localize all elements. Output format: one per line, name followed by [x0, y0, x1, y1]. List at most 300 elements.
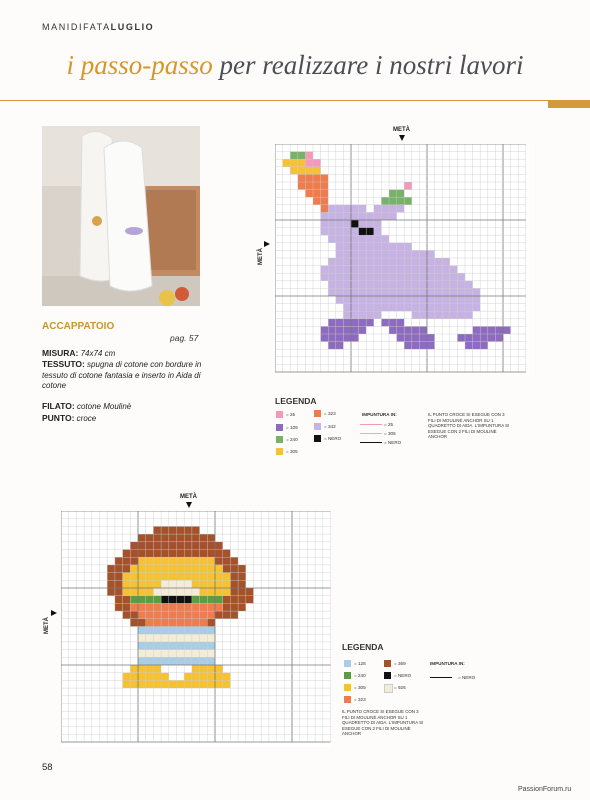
title-rest: per realizzare i nostri lavori — [212, 50, 524, 80]
stitch-cell — [215, 611, 223, 619]
stitch-cell — [146, 619, 154, 627]
stitch-cell — [419, 266, 427, 274]
chart1-meta-top: METÀ — [393, 127, 410, 133]
stitch-cell — [351, 250, 359, 258]
chart2-impuntura-title: IMPUNTURA IN: — [430, 661, 465, 666]
stitch-cell — [457, 334, 465, 342]
stitch-cell — [442, 258, 450, 266]
stitch-cell — [192, 657, 200, 665]
stitch-cell — [107, 580, 115, 588]
stitch-cell — [138, 642, 146, 650]
stitch-cell — [161, 642, 169, 650]
stitch-cell — [169, 634, 177, 642]
stitch-cell — [366, 228, 374, 236]
stitch-cell — [177, 642, 185, 650]
stitch-cell — [153, 550, 161, 558]
stitch-cell — [146, 627, 154, 635]
stitch-cell — [138, 534, 146, 542]
stitch-cell — [130, 603, 138, 611]
stitch-cell — [192, 619, 200, 627]
stitch-cell — [404, 342, 412, 350]
stitch-cell — [336, 288, 344, 296]
stitch-cell — [328, 220, 336, 228]
stitch-cell — [419, 304, 427, 312]
stitch-cell — [169, 611, 177, 619]
stitch-cell — [192, 580, 200, 588]
chart1-meta-top-arrow — [399, 135, 405, 143]
stitch-cell — [138, 665, 146, 673]
stitch-cell — [223, 680, 231, 688]
product-title: ACCAPPATOIO — [42, 321, 115, 332]
stitch-cell — [435, 288, 443, 296]
stitch-cell — [298, 182, 306, 190]
stitch-cell — [153, 673, 161, 681]
stitch-cell — [298, 159, 306, 167]
stitch-cell — [230, 565, 238, 573]
stitch-cell — [351, 273, 359, 281]
stitch-cell — [366, 266, 374, 274]
stitch-cell — [313, 182, 321, 190]
stitch-cell — [374, 311, 382, 319]
chart2-legend-code: = 305 — [354, 685, 366, 690]
stitch-cell — [138, 557, 146, 565]
stitch-cell — [161, 580, 169, 588]
chart2-legend-swatch — [344, 696, 351, 703]
stitch-cell — [161, 619, 169, 627]
stitch-cell — [200, 565, 208, 573]
stitch-cell — [450, 304, 458, 312]
stitch-cell — [107, 573, 115, 581]
stitch-cell — [381, 304, 389, 312]
stitch-cell — [313, 197, 321, 205]
stitch-cell — [177, 588, 185, 596]
stitch-cell — [351, 258, 359, 266]
stitch-cell — [200, 650, 208, 658]
stitch-cell — [336, 228, 344, 236]
stitch-cell — [192, 526, 200, 534]
stitch-cell — [389, 273, 397, 281]
stitch-cell — [290, 159, 298, 167]
stitch-cell — [321, 266, 329, 274]
stitch-cell — [161, 611, 169, 619]
stitch-cell — [495, 334, 503, 342]
stitch-cell — [223, 557, 231, 565]
stitch-cell — [343, 266, 351, 274]
punto-label: PUNTO: — [42, 413, 75, 423]
chart2-impuntura-line — [430, 677, 452, 678]
stitch-cell — [184, 588, 192, 596]
stitch-cell — [336, 266, 344, 274]
stitch-cell — [435, 304, 443, 312]
stitch-cell — [123, 596, 131, 604]
stitch-cell — [298, 174, 306, 182]
stitch-cell — [442, 304, 450, 312]
stitch-cell — [207, 665, 215, 673]
stitch-cell — [427, 273, 435, 281]
stitch-cell — [419, 342, 427, 350]
stitch-cell — [130, 665, 138, 673]
stitch-cell — [207, 557, 215, 565]
stitch-cell — [115, 557, 123, 565]
stitch-cell — [404, 266, 412, 274]
chart2-legend-code: = 369 — [394, 661, 406, 666]
stitch-cell — [207, 603, 215, 611]
stitch-cell — [336, 342, 344, 350]
stitch-cell — [374, 288, 382, 296]
stitch-cell — [161, 634, 169, 642]
stitch-cell — [207, 634, 215, 642]
stitch-cell — [169, 650, 177, 658]
stitch-cell — [351, 319, 359, 327]
stitch-cell — [146, 596, 154, 604]
stitch-cell — [192, 573, 200, 581]
stitch-cell — [138, 588, 146, 596]
stitch-cell — [336, 205, 344, 213]
stitch-cell — [230, 557, 238, 565]
stitch-cell — [177, 534, 185, 542]
stitch-cell — [169, 573, 177, 581]
stitch-cell — [290, 167, 298, 175]
stitch-cell — [153, 665, 161, 673]
stitch-cell — [412, 342, 420, 350]
stitch-cell — [184, 542, 192, 550]
stitch-cell — [146, 634, 154, 642]
stitch-cell — [146, 542, 154, 550]
stitch-cell — [427, 258, 435, 266]
stitch-cell — [397, 243, 405, 251]
stitch-cell — [427, 296, 435, 304]
stitch-cell — [230, 580, 238, 588]
stitch-cell — [169, 565, 177, 573]
stitch-cell — [419, 288, 427, 296]
stitch-cell — [123, 680, 131, 688]
stitch-cell — [412, 296, 420, 304]
chart2-legend-swatch — [344, 672, 351, 679]
stitch-cell — [200, 550, 208, 558]
stitch-cell — [161, 588, 169, 596]
stitch-cell — [351, 334, 359, 342]
stitch-cell — [328, 288, 336, 296]
stitch-cell — [321, 174, 329, 182]
stitch-cell — [366, 304, 374, 312]
stitch-cell — [130, 680, 138, 688]
chart1-pattern — [275, 144, 529, 374]
stitch-cell — [343, 281, 351, 289]
stitch-cell — [473, 304, 481, 312]
stitch-cell — [200, 673, 208, 681]
stitch-cell — [412, 281, 420, 289]
chart1-legend-swatch — [276, 448, 283, 455]
stitch-cell — [419, 334, 427, 342]
stitch-cell — [215, 673, 223, 681]
stitch-cell — [153, 588, 161, 596]
stitch-cell — [298, 152, 306, 160]
stitch-cell — [374, 212, 382, 220]
stitch-cell — [177, 557, 185, 565]
stitch-cell — [381, 319, 389, 327]
stitch-cell — [305, 174, 313, 182]
stitch-cell — [473, 296, 481, 304]
stitch-cell — [412, 258, 420, 266]
stitch-cell — [207, 627, 215, 635]
stitch-cell — [427, 342, 435, 350]
stitch-cell — [457, 273, 465, 281]
stitch-cell — [389, 243, 397, 251]
stitch-cell — [488, 326, 496, 334]
stitch-cell — [366, 258, 374, 266]
stitch-cell — [359, 205, 367, 213]
stitch-cell — [161, 596, 169, 604]
stitch-cell — [321, 228, 329, 236]
stitch-cell — [404, 334, 412, 342]
stitch-cell — [207, 673, 215, 681]
stitch-cell — [359, 212, 367, 220]
stitch-cell — [305, 152, 313, 160]
stitch-cell — [435, 296, 443, 304]
stitch-cell — [343, 273, 351, 281]
stitch-cell — [343, 250, 351, 258]
stitch-cell — [321, 334, 329, 342]
stitch-cell — [457, 288, 465, 296]
stitch-cell — [397, 197, 405, 205]
stitch-cell — [200, 580, 208, 588]
stitch-cell — [336, 334, 344, 342]
stitch-cell — [177, 526, 185, 534]
stitch-cell — [153, 526, 161, 534]
stitch-cell — [161, 627, 169, 635]
stitch-cell — [397, 326, 405, 334]
stitch-cell — [192, 680, 200, 688]
chart1-legend-code: = 109 — [286, 425, 298, 430]
stitch-cell — [153, 642, 161, 650]
stitch-cell — [184, 680, 192, 688]
stitch-cell — [184, 611, 192, 619]
stitch-cell — [336, 296, 344, 304]
stitch-cell — [404, 304, 412, 312]
stitch-cell — [419, 258, 427, 266]
stitch-cell — [130, 573, 138, 581]
stitch-cell — [115, 603, 123, 611]
stitch-cell — [215, 665, 223, 673]
chart2-meta-side: METÀ — [44, 617, 50, 634]
page-reference: pag. 57 — [170, 333, 199, 343]
stitch-cell — [169, 603, 177, 611]
chart1-legend-swatch — [276, 436, 283, 443]
stitch-cell — [115, 573, 123, 581]
stitch-cell — [359, 258, 367, 266]
stitch-cell — [389, 319, 397, 327]
stitch-cell — [169, 580, 177, 588]
stitch-cell — [153, 611, 161, 619]
stitch-cell — [336, 326, 344, 334]
stitch-cell — [404, 250, 412, 258]
stitch-cell — [328, 266, 336, 274]
stitch-cell — [169, 619, 177, 627]
chart2-meta-top: METÀ — [180, 494, 197, 500]
stitch-cell — [161, 542, 169, 550]
stitch-cell — [321, 212, 329, 220]
stitch-cell — [200, 534, 208, 542]
stitch-cell — [412, 266, 420, 274]
stitch-cell — [177, 650, 185, 658]
stitch-cell — [184, 557, 192, 565]
stitch-cell — [123, 550, 131, 558]
stitch-cell — [359, 243, 367, 251]
stitch-cell — [374, 243, 382, 251]
punto-value: croce — [74, 414, 97, 423]
stitch-cell — [200, 611, 208, 619]
stitch-cell — [343, 334, 351, 342]
stitch-cell — [200, 657, 208, 665]
stitch-cell — [169, 680, 177, 688]
stitch-cell — [200, 588, 208, 596]
stitch-cell — [107, 565, 115, 573]
stitch-cell — [359, 281, 367, 289]
stitch-cell — [389, 197, 397, 205]
chart2-impuntura-code: = NERO — [458, 675, 476, 680]
stitch-cell — [404, 296, 412, 304]
stitch-cell — [138, 657, 146, 665]
stitch-cell — [200, 596, 208, 604]
stitch-cell — [161, 673, 169, 681]
stitch-cell — [298, 167, 306, 175]
stitch-cell — [450, 281, 458, 289]
stitch-cell — [305, 182, 313, 190]
stitch-cell — [427, 266, 435, 274]
stitch-cell — [115, 565, 123, 573]
stitch-cell — [404, 273, 412, 281]
stitch-cell — [419, 326, 427, 334]
stitch-cell — [328, 281, 336, 289]
stitch-cell — [169, 550, 177, 558]
stitch-cell — [184, 526, 192, 534]
stitch-cell — [169, 588, 177, 596]
stitch-cell — [223, 580, 231, 588]
stitch-cell — [192, 603, 200, 611]
chart1-legend-code: = 240 — [286, 437, 298, 442]
stitch-cell — [427, 281, 435, 289]
stitch-cell — [374, 281, 382, 289]
stitch-cell — [397, 190, 405, 198]
stitch-cell — [336, 258, 344, 266]
stitch-cell — [374, 220, 382, 228]
tessuto-value: spugna di cotone con bordure in tessuto di cotone fantasia e inserto in Aida di cotone — [42, 360, 202, 390]
stitch-cell — [238, 596, 246, 604]
stitch-cell — [177, 542, 185, 550]
stitch-cell — [123, 603, 131, 611]
stitch-cell — [115, 588, 123, 596]
stitch-cell — [351, 326, 359, 334]
stitch-cell — [336, 281, 344, 289]
stitch-cell — [412, 273, 420, 281]
stitch-cell — [321, 273, 329, 281]
stitch-cell — [465, 334, 473, 342]
chart1-impuntura-code: = 305 — [384, 431, 396, 436]
stitch-cell — [130, 557, 138, 565]
stitch-cell — [412, 304, 420, 312]
chart1-legend-swatch — [276, 411, 283, 418]
stitch-cell — [184, 550, 192, 558]
stitch-cell — [146, 565, 154, 573]
stitch-cell — [359, 228, 367, 236]
stitch-cell — [177, 634, 185, 642]
stitch-cell — [442, 296, 450, 304]
stitch-cell — [207, 542, 215, 550]
chart1-legend-code: = NERO — [324, 436, 342, 441]
stitch-cell — [313, 174, 321, 182]
stitch-cell — [389, 296, 397, 304]
stitch-cell — [130, 596, 138, 604]
stitch-cell — [215, 557, 223, 565]
stitch-cell — [215, 542, 223, 550]
stitch-cell — [336, 250, 344, 258]
stitch-cell — [435, 273, 443, 281]
stitch-cell — [192, 642, 200, 650]
stitch-cell — [427, 304, 435, 312]
chart1-legend-code: = 305 — [286, 449, 298, 454]
stitch-cell — [359, 250, 367, 258]
stitch-cell — [450, 296, 458, 304]
stitch-cell — [123, 557, 131, 565]
stitch-cell — [146, 680, 154, 688]
stitch-cell — [366, 235, 374, 243]
stitch-cell — [223, 673, 231, 681]
stitch-cell — [351, 296, 359, 304]
stitch-cell — [184, 657, 192, 665]
filato-value: cotone Moulinè — [74, 402, 132, 411]
stitch-cell — [328, 258, 336, 266]
stitch-cell — [389, 266, 397, 274]
chart1-meta-side: METÀ — [258, 248, 264, 265]
stitch-cell — [161, 657, 169, 665]
stitch-cell — [138, 619, 146, 627]
stitch-cell — [123, 611, 131, 619]
stitch-cell — [192, 634, 200, 642]
chart1-impuntura-line — [360, 424, 382, 425]
stitch-cell — [404, 197, 412, 205]
stitch-cell — [404, 182, 412, 190]
stitch-cell — [419, 250, 427, 258]
stitch-cell — [351, 311, 359, 319]
stitch-cell — [343, 311, 351, 319]
stitch-cell — [200, 573, 208, 581]
chart2-legend-code: = 323 — [354, 697, 366, 702]
stitch-cell — [192, 550, 200, 558]
stitch-cell — [153, 580, 161, 588]
stitch-cell — [465, 288, 473, 296]
stitch-cell — [230, 603, 238, 611]
stitch-cell — [169, 526, 177, 534]
stitch-cell — [246, 596, 254, 604]
stitch-cell — [328, 228, 336, 236]
stitch-cell — [230, 611, 238, 619]
stitch-cell — [397, 205, 405, 213]
stitch-cell — [404, 243, 412, 251]
header-rule — [0, 100, 548, 101]
stitch-cell — [450, 266, 458, 274]
stitch-cell — [328, 235, 336, 243]
stitch-cell — [503, 326, 511, 334]
chart1-impuntura-code: = 25 — [384, 422, 394, 427]
stitch-cell — [184, 573, 192, 581]
stitch-cell — [465, 304, 473, 312]
stitch-cell — [343, 220, 351, 228]
stitch-cell — [207, 650, 215, 658]
chart2-legend-code: = NERO — [394, 673, 412, 678]
stitch-cell — [192, 565, 200, 573]
stitch-cell — [343, 326, 351, 334]
stitch-cell — [343, 243, 351, 251]
